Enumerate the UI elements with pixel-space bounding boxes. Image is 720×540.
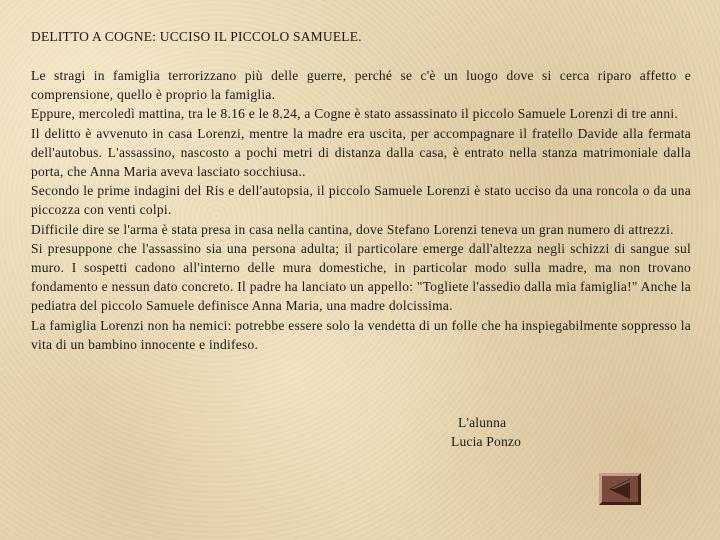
paragraph-intro: Le stragi in famiglia terrorizzano più delle guerre, perché se c'è un luogo dove si cerca riparo affetto e comprensione, quello è proprio la famiglia. — [31, 68, 691, 103]
document-title: DELITTO A COGNE: UCCISO IL PICCOLO SAMUELE. — [31, 29, 362, 44]
back-button[interactable] — [599, 473, 641, 505]
signature-name: Lucia Ponzo — [451, 434, 522, 449]
paragraph-weapon: Difficile dire se l'arma è stata presa in casa nella cantina, dove Stefano Lorenzi teneva un gran numero di attrezzi. — [31, 221, 674, 237]
paragraph-suspects: Si presuppone che l'assassino sia una persona adulta; il particolare emerge dall'altezza negli schizzi di sangue sul muro. I sospetti cadono all'interno delle mura domestiche, in particolar modo sulla madre, ma non trovano fondamento e nessun dato concreto. Il padre ha lanciato un appello: "Togliete l'assedio dalla mia famiglia!" Anche la pediatra del piccolo Samuele definisce Anna Maria, una madre dolcissima. — [31, 240, 691, 314]
signature-role: L'alunna — [458, 415, 507, 430]
paragraph-investigation: Secondo le prime indagini del Ris e dell'autopsia, il piccolo Samuele Lorenzi è stato ucciso da una roncola o da una piccozza con venti colpi. — [31, 183, 691, 218]
paragraph-crime-scene: Il delitto è avvenuto in casa Lorenzi, mentre la madre era uscita, per accompagnare il fratello Davide alla fermata dell'autobus. L'assassino, nascosto a pochi metri di distanza dalla casa, è entrato nella stanza matrimoniale dalla porta, che Anna Maria aveva lasciato socchiusa.. — [31, 125, 691, 180]
paragraph-event: Eppure, mercoledì mattina, tra le 8.16 e le 8.24, a Cogne è stato assassinato il piccolo Samuele Lorenzi di tre anni. — [31, 106, 679, 122]
paragraph-conclusion: La famiglia Lorenzi non ha nemici: potrebbe essere solo la vendetta di un folle che ha inspiegabilmente soppresso la vita di un bambino innocente e indifeso. — [31, 317, 691, 352]
triangle-left-icon — [602, 476, 638, 502]
article-text — [31, 66, 691, 354]
document-body — [31, 27, 691, 354]
